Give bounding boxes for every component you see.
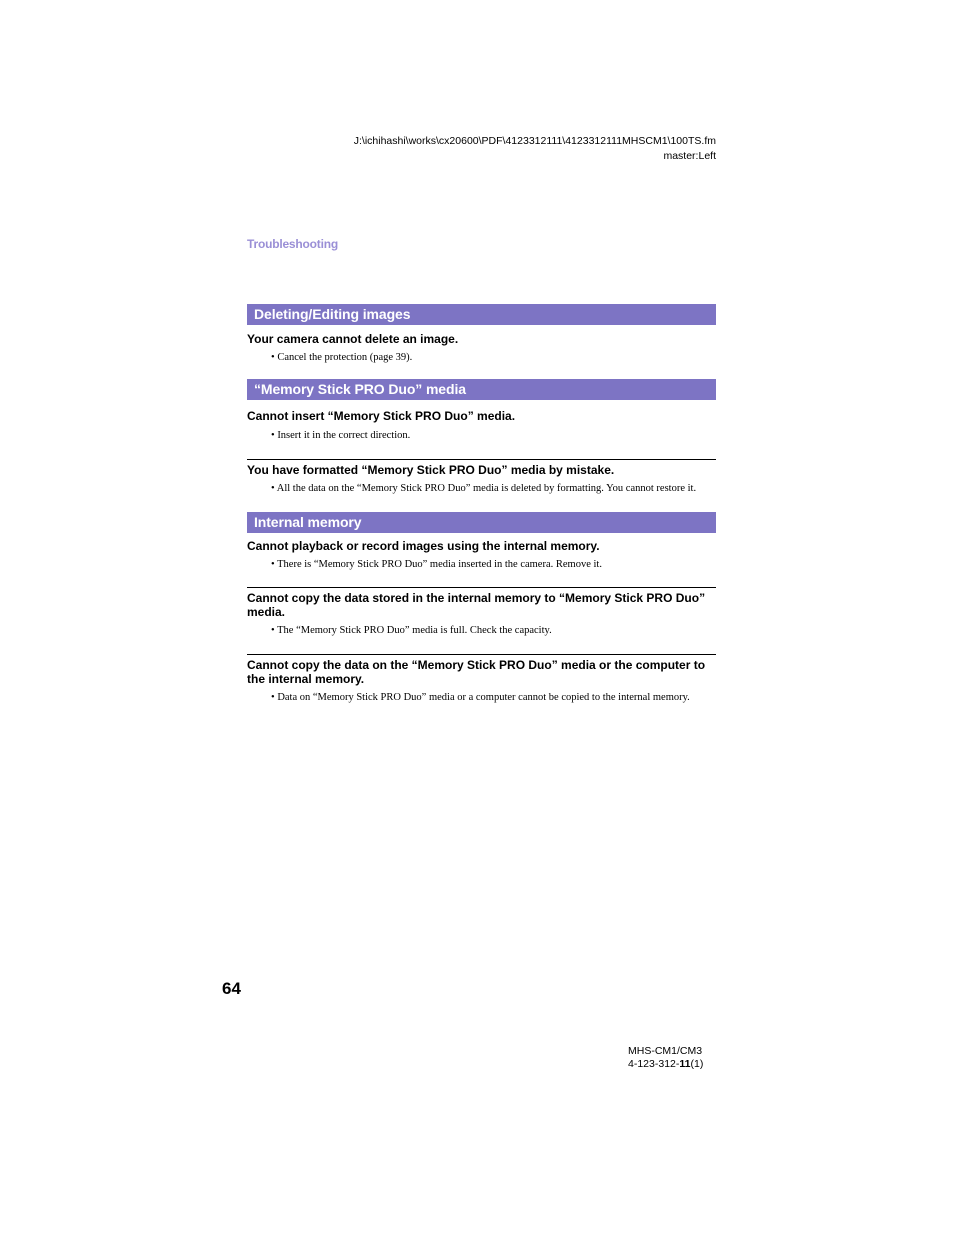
section-heading-memory-stick: “Memory Stick PRO Duo” media xyxy=(247,379,716,400)
model-number: MHS-CM1/CM3 xyxy=(628,1045,703,1057)
question-title: Cannot copy the data stored in the internal memory to “Memory Stick PRO Duo” media. xyxy=(247,591,706,619)
file-path: J:\ichihashi\works\cx20600\PDF\4123312111\4123312111MHSCM1\100TS.fm xyxy=(353,135,716,147)
answer-item xyxy=(247,558,716,571)
section-heading-internal-memory: Internal memory xyxy=(247,512,716,533)
question-title: You have formatted “Memory Stick PRO Duo” media by mistake. xyxy=(247,463,615,477)
page-number: 64 xyxy=(222,979,241,998)
answer-text: Cancel the protection (page 39). xyxy=(277,352,413,363)
question-title: Cannot copy the data on the “Memory Stick PRO Duo” media or the computer to the internal memory. xyxy=(247,658,706,686)
answer-item xyxy=(247,482,716,495)
bullet: • xyxy=(271,625,275,636)
chapter-label: Troubleshooting xyxy=(247,237,338,251)
answer-text: Data on “Memory Stick PRO Duo” media or a computer cannot be copied to the internal memory. xyxy=(277,692,690,703)
section-heading-deleting-editing: Deleting/Editing images xyxy=(247,304,716,325)
bullet: • xyxy=(271,430,275,441)
document-code xyxy=(628,1058,703,1071)
answer-item xyxy=(247,691,716,704)
code-revision: 11 xyxy=(679,1058,691,1070)
divider xyxy=(247,459,716,460)
bullet: • xyxy=(271,483,275,494)
answer-item xyxy=(247,429,716,442)
answer-item xyxy=(247,624,716,637)
divider xyxy=(247,654,716,655)
file-path-header xyxy=(354,134,716,164)
answer-text: All the data on the “Memory Stick PRO Duo” media is deleted by formatting. You cannot restore it. xyxy=(276,483,697,494)
answer-item xyxy=(247,351,716,364)
question-title: Cannot insert “Memory Stick PRO Duo” media. xyxy=(247,409,516,423)
bullet: • xyxy=(271,559,275,570)
bullet: • xyxy=(271,692,275,703)
code-suffix: (1) xyxy=(690,1058,704,1070)
troubleshooting-content xyxy=(247,304,716,704)
footer-code xyxy=(628,1045,703,1071)
master-page: master:Left xyxy=(663,150,716,162)
divider xyxy=(247,587,716,588)
answer-text: The “Memory Stick PRO Duo” media is full. Check the capacity. xyxy=(277,625,552,636)
question-title: Cannot playback or record images using the internal memory. xyxy=(247,539,600,553)
answer-text: Insert it in the correct direction. xyxy=(277,430,411,441)
code-prefix: 4-123-312- xyxy=(628,1058,680,1070)
answer-text: There is “Memory Stick PRO Duo” media inserted in the camera. Remove it. xyxy=(277,559,602,570)
bullet: • xyxy=(271,352,275,363)
question-title: Your camera cannot delete an image. xyxy=(247,332,459,346)
